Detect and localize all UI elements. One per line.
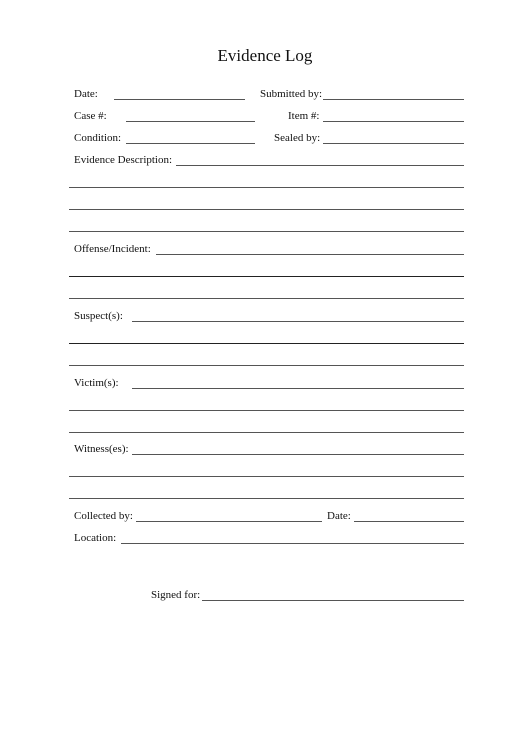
offense-incident-field-line[interactable] [156,254,464,255]
item-number-label: Item #: [288,110,320,122]
location-field-line[interactable] [121,543,464,544]
suspects-field-line[interactable] [132,321,464,322]
suspects-line-2[interactable] [69,343,464,344]
victims-line-2[interactable] [69,410,464,411]
victims-line-3[interactable] [69,432,464,433]
case-number-field-line[interactable] [126,121,255,122]
collected-by-label: Collected by: [74,510,133,522]
victims-label: Victim(s): [74,377,119,389]
witnesses-line-3[interactable] [69,498,464,499]
evidence-description-line-2[interactable] [69,187,464,188]
page-title: Evidence Log [217,46,313,65]
evidence-description-line-4[interactable] [69,231,464,232]
victims-field-line[interactable] [132,388,464,389]
witnesses-label: Witness(es): [74,443,129,455]
case-number-label: Case #: [74,110,107,122]
evidence-description-line-3[interactable] [69,209,464,210]
collected-date-label: Date: [327,510,351,522]
condition-field-line[interactable] [126,143,255,144]
signed-for-field-line[interactable] [202,600,464,601]
evidence-description-label: Evidence Description: [74,154,173,166]
sealed-by-label: Sealed by: [274,132,321,144]
signed-for-label: Signed for: [151,589,201,601]
date-field-line[interactable] [114,99,245,100]
suspects-label: Suspect(s): [74,310,123,322]
offense-incident-line-3[interactable] [69,298,464,299]
collected-date-field-line[interactable] [354,521,464,522]
evidence-description-field-line[interactable] [176,165,464,166]
item-number-field-line[interactable] [323,121,464,122]
offense-incident-line-2[interactable] [69,276,464,277]
collected-by-field-line[interactable] [136,521,322,522]
condition-label: Condition: [74,132,122,144]
submitted-by-label: Submitted by: [260,88,323,100]
submitted-by-field-line[interactable] [323,99,464,100]
witnesses-line-2[interactable] [69,476,464,477]
sealed-by-field-line[interactable] [323,143,464,144]
offense-incident-label: Offense/Incident: [74,243,151,255]
date-label: Date: [74,88,98,100]
suspects-line-3[interactable] [69,365,464,366]
location-label: Location: [74,532,117,544]
witnesses-field-line[interactable] [132,454,464,455]
